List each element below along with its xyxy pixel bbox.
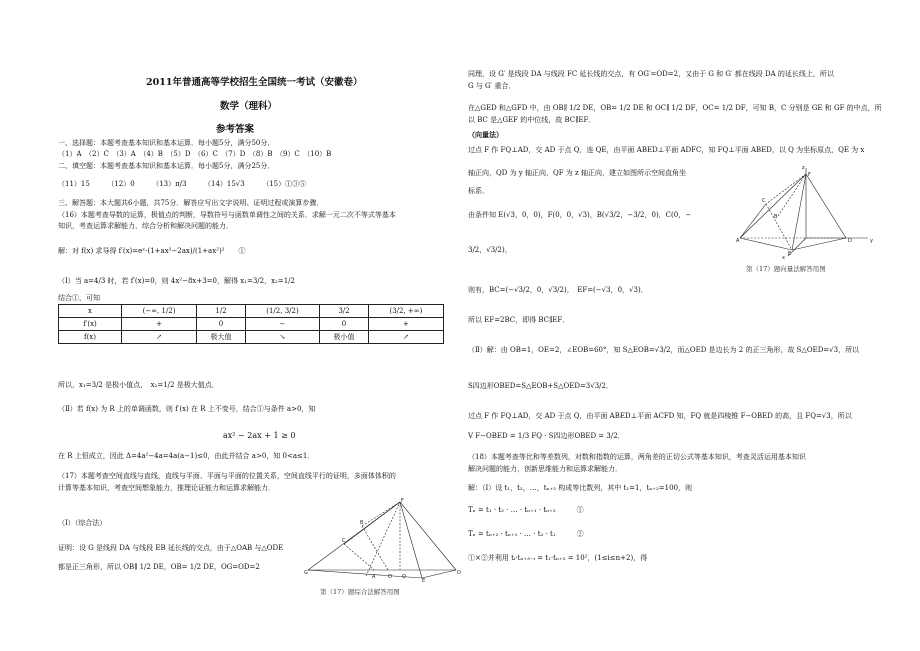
svg-text:z: z xyxy=(802,165,805,171)
right-line: 以 BC 是△GEF 的中位线，故 BC∥EF． xyxy=(468,116,596,124)
figure-synthetic-method xyxy=(304,496,464,582)
table-cell: (−∞, 1/2) xyxy=(122,305,197,318)
q16-end: 在 R 上恒成立，因此 Δ=4a²−4a=4a(a−1)≤0，由此并结合 a>0，知 0<a≤1． xyxy=(58,452,315,460)
q17-proof-2: 都是正三角形，所以 OB∥ 1/2 DE，OB= 1/2 DE，OG=OD=2 xyxy=(58,563,260,571)
exam-title: 2011年普通高等学校招生全国统一考试（安徽卷） xyxy=(146,77,363,88)
table-cell: 0 xyxy=(320,318,369,331)
q17-intro-1: （17）本题考查空间直线与直线，直线与平面、平面与平面的位置关系，空间直线平行的证明，多面体体积的 xyxy=(58,472,396,480)
q17-proof-1: 证明：设 G 是线段 DA 与线段 EB 延长线的交点，由于△OAB 与△ODE xyxy=(58,544,284,552)
q18-eq-1: Tₙ = t₁ · t₂ · … · tₙ₊₁ · tₙ₊₂ ① xyxy=(468,506,584,514)
right-line: 则有，BC=(−√3/2，0，√3/2)， EF=(−√3，0，√3)． xyxy=(468,286,648,294)
section-3-heading: 三、解答题：本大题共6小题，共75分．解答应写出文字说明、证明过程或演算步骤． xyxy=(58,199,324,207)
svg-text:D: D xyxy=(457,570,461,576)
section-2-answers: （11）15 （12）0 （13）π/3 （14）15√3 （15）①③⑤ xyxy=(58,180,307,188)
table-cell: ↗ xyxy=(368,331,443,344)
q18-intro-1: （18）本题考查等比和等差数列，对数和指数的运算，两角差的正切公式等基本知识，考查灵活运用基本知识 xyxy=(468,453,806,461)
svg-text:B: B xyxy=(774,214,778,220)
svg-text:B: B xyxy=(360,520,364,526)
svg-text:C: C xyxy=(762,198,766,204)
q18-solution: 解：（Ⅰ）设 t₁，t₂，…，tₙ₊₂ 构成等比数列，其中 t₁=1，tₙ₊₂=100，则 xyxy=(468,484,693,492)
table-cell: (3/2, +∞) xyxy=(368,305,443,318)
table-cell: f′(x) xyxy=(59,318,122,331)
right-line: V F−OBED = 1/3 FQ · S四边形OBED = 3/2． xyxy=(468,432,625,440)
table-cell: 极大值 xyxy=(197,331,246,344)
q17-intro-2: 计算等基本知识，考查空间想象能力，推理论证能力和运算求解能力． xyxy=(58,484,275,492)
svg-text:E: E xyxy=(422,578,426,582)
table-cell: − xyxy=(245,318,319,331)
figure-2-caption: 第（17）题向量法解答用图 xyxy=(746,265,826,273)
right-line: 在△GED 和△GFD 中，由 OB∥ 1/2 DE，OB= 1/2 DE 和 OC∥ 1/2 DF，OC= 1/2 DF，可知 B，C 分别是 GE 和 GF 的中点，所 xyxy=(468,104,882,112)
q16-conclusion: 所以，x₁=3/2 是极小值点， x₂=1/2 是极大值点． xyxy=(58,381,219,389)
q16-inequality: ax² − 2ax + 1 ≥ 0 xyxy=(223,431,296,440)
figure-1-caption: 第（17）题综合法解答用图 xyxy=(320,588,400,596)
svg-text:C: C xyxy=(342,538,346,544)
table-cell: x xyxy=(59,305,122,318)
svg-text:A: A xyxy=(736,238,740,244)
svg-text:E: E xyxy=(788,251,792,257)
right-line: S四边形OBED=S△EOB+S△OED=3√3/2． xyxy=(468,382,613,390)
svg-text:F: F xyxy=(808,172,811,178)
right-line: 过点 F 作 FQ⊥AD，交 AD 于点 Q，连 QE，由平面 ABED⊥平面 ADFC，知 FQ⊥平面 ABED，以 Q 为坐标原点，QE 为 x xyxy=(468,146,865,154)
q16-part-1: （Ⅰ）当 a=4/3 时，若 f′(x)=0，则 4x²−8x+3=0，解得 x₁=3/2，x₂=1/2 xyxy=(58,277,295,285)
section-1-heading: 一、选择题：本题考查基本知识和基本运算．每小题5分，满分50分． xyxy=(58,139,275,147)
table-cell: f(x) xyxy=(59,331,122,344)
svg-text:F: F xyxy=(401,498,404,504)
right-line: 标系． xyxy=(468,187,489,195)
table-cell: ↗ xyxy=(122,331,197,344)
right-line: 由条件知 E(√3，0，0)，F(0，0，√3)，B(√3/2，−3/2，0)，C(0，− xyxy=(468,211,692,219)
subject-title: 数学（理科） xyxy=(220,101,278,112)
figure-vector-method xyxy=(736,164,876,260)
table-cell: 3/2 xyxy=(320,305,369,318)
q17-method: （Ⅰ）（综合法） xyxy=(58,519,107,527)
q16-intro-1: （16）本题考查导数的运算，极值点的判断，导数符号与函数单调性之间的关系．求解一元二次不等式等基本 xyxy=(58,211,396,219)
right-line: 3/2，√3/2)， xyxy=(468,246,512,254)
sign-table xyxy=(58,304,444,344)
q18-eq-2: Tₙ = tₙ₊₂ · tₙ₊₁ · … · t₂ · t₁ ② xyxy=(468,530,584,538)
table-cell: + xyxy=(122,318,197,331)
table-cell: 极小值 xyxy=(320,331,369,344)
svg-text:O: O xyxy=(388,574,392,580)
table-cell: 1/2 xyxy=(197,305,246,318)
q18-intro-2: 解决问题的能力，创新思维能力和运算求解能力． xyxy=(468,465,622,473)
right-line: 轴正向，QD 为 y 轴正向，QF 为 z 轴正向，建立如图所示空间直角坐 xyxy=(468,169,686,177)
table-row xyxy=(59,318,444,331)
svg-text:D: D xyxy=(848,238,852,244)
answer-title: 参考答案 xyxy=(216,124,255,135)
right-line: 同理，设 G′ 是线段 DA 与线段 FC 延长线的交点，有 OG′=OD=2，又由于 G 和 G′ 都在线段 DA 的延长线上，所以 xyxy=(468,70,834,78)
svg-text:Q: Q xyxy=(402,574,406,580)
vector-method-heading: （向量法） xyxy=(468,130,503,139)
svg-text:A: A xyxy=(372,574,376,580)
table-cell: 0 xyxy=(197,318,246,331)
table-cell: + xyxy=(368,318,443,331)
q16-derivative: 解：对 f(x) 求导得 f′(x)=eˣ·(1+ax²−2ax)/(1+ax²)² ① xyxy=(58,247,246,255)
q16-combine: 结合①，可知 xyxy=(58,294,100,302)
right-line: （Ⅱ）解：由 OB=1，OE=2，∠EOB=60°，知 S△EOB=√3/2，而△OED 是边长为 2 的正三角形，故 S△OED=√3，所以 xyxy=(468,346,860,354)
svg-text:G: G xyxy=(304,570,308,576)
q16-intro-2: 知识，考查运算求解能力，综合分析和解决问题的能力． xyxy=(58,222,233,230)
svg-text:x: x xyxy=(782,255,785,260)
section-1-answers: （1）A （2）C （3）A （4）B （5）D （6）C （7）D （8）B （9）C （10）B xyxy=(58,150,332,158)
right-line: G 与 G′ 重合． xyxy=(468,82,516,90)
section-2-heading: 二、填空题：本题考查基本知识和基本运算．每小题5分，满分25分． xyxy=(58,162,275,170)
q18-step: ①×②并利用 tᵢ·tₙ₊₃₋ᵢ = t₁·tₙ₊₂ = 10²，(1≤i≤n+2)，得 xyxy=(468,554,648,562)
right-line: 过点 F 作 FQ⊥AD，交 AD 于点 Q，由平面 ABED⊥平面 ACFD 知，FQ 就是四棱锥 F−OBED 的高，且 FQ=√3，所以 xyxy=(468,412,852,420)
right-line: 所以 EF=2BC，即得 BC∥EF． xyxy=(468,316,570,324)
q16-part-2: （Ⅱ）若 f(x) 为 R 上的单调函数，则 f′(x) 在 R 上不变号，结合①与条件 a>0，知 xyxy=(58,405,316,413)
table-row xyxy=(59,331,444,344)
table-row xyxy=(59,305,444,318)
table-cell: (1/2, 3/2) xyxy=(245,305,319,318)
table-cell: ↘ xyxy=(245,331,319,344)
svg-text:y: y xyxy=(870,238,873,244)
